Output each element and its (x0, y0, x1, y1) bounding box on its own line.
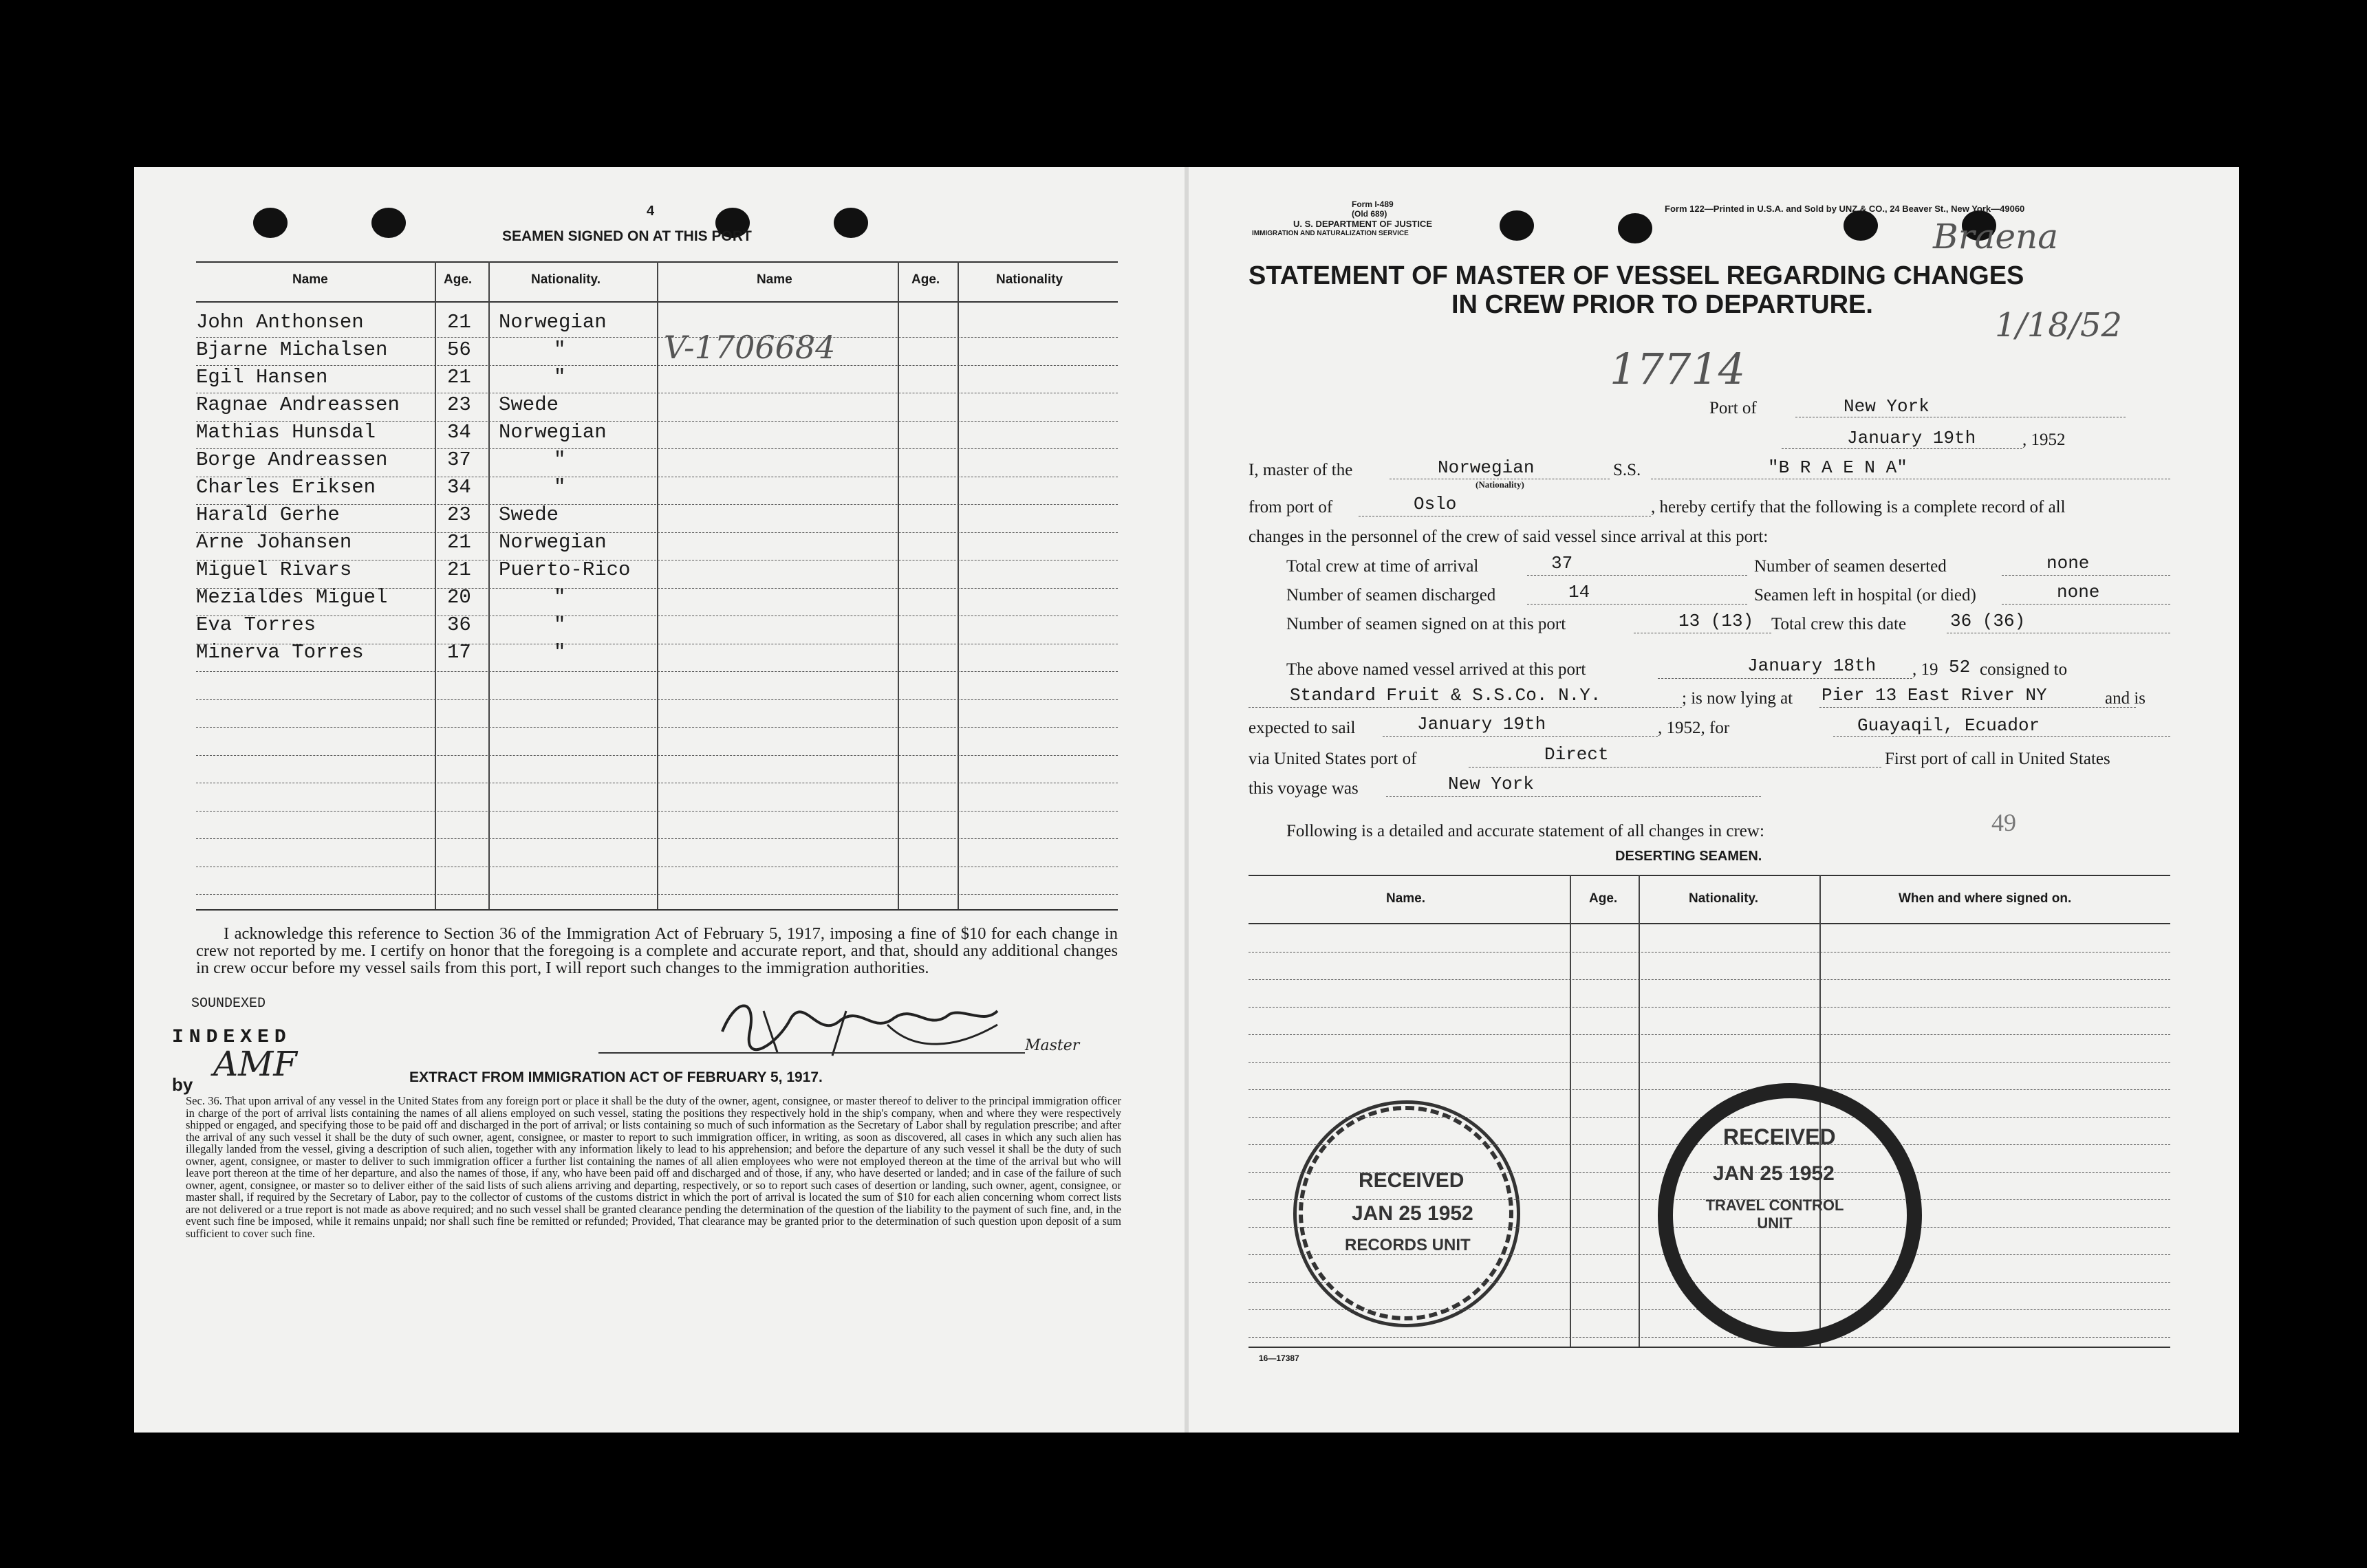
lying-at: Pier 13 East River NY (1822, 685, 2047, 706)
deserting-col-signed-on: When and where signed on. (1899, 891, 2072, 906)
crew-age: 23 (447, 393, 471, 416)
crew-name: Egil Hansen (196, 366, 328, 389)
col-divider (657, 261, 658, 909)
total-date-label: Total crew this date (1771, 615, 1907, 633)
vessel-name: "B R A E N A" (1768, 457, 1907, 478)
deserting-bottom-rule (1249, 1347, 2170, 1348)
row-rule (196, 504, 1118, 505)
crew-name: Charles Eriksen (196, 476, 376, 499)
crew-age: 21 (447, 531, 471, 554)
year-value: , 1952 (2022, 431, 2066, 449)
punch-hole (1844, 210, 1878, 241)
crew-age: 21 (447, 558, 471, 581)
destination-line (1833, 736, 2170, 737)
col-divider (435, 261, 436, 909)
row-rule (196, 532, 1118, 533)
changes-text: changes in the personnel of the crew of said vessel since arrival at this port: (1249, 527, 1769, 546)
first-port: New York (1448, 774, 1534, 794)
crew-age: 20 (447, 586, 471, 609)
crew-name: Miguel Rivars (196, 558, 352, 581)
lying-line (1819, 707, 2136, 708)
signature-line (598, 1052, 1025, 1054)
crew-nationality: " (554, 338, 566, 361)
sail-year: , 1952, for (1658, 719, 1730, 737)
crew-age: 56 (447, 338, 471, 361)
handwritten-date: 1/18/52 (1995, 306, 2123, 345)
handwritten-ship: Braena (1933, 217, 2059, 257)
row-rule (196, 337, 1118, 338)
arrived-year-prefix: , 19 (1912, 660, 1938, 679)
acknowledgement-text: I acknowledge this reference to Section 36 of the Immigration Act of February 5, 1917, imposing a fine of $10 for each change in crew not reported by me. I certify on honor that the foregoing is a complete and accurate report, and that, should any additional changes in crew occur before my vessel sails from this port, I will report such changes to the immigration authorities. (196, 924, 1118, 977)
crew-nationality: " (554, 586, 566, 609)
handwritten-number: V-1706684 (664, 329, 836, 366)
records-stamp-received: RECEIVED (1359, 1169, 1464, 1192)
col-header-age: Age. (444, 272, 473, 287)
crew-age: 21 (447, 366, 471, 389)
row-rule (196, 727, 1118, 728)
via-label: via United States port of (1249, 750, 1417, 768)
row-rule (196, 448, 1118, 449)
col-header-name: Name (292, 272, 328, 287)
hospital-label: Seamen left in hospital (or died) (1754, 586, 1976, 605)
lying-label: ; is now lying at (1682, 689, 1793, 708)
form-number: Form I-489 (1352, 199, 1394, 209)
deserted-label: Number of seamen deserted (1754, 557, 1947, 576)
deserted-value: none (2046, 553, 2090, 574)
row-rule (1249, 1007, 2170, 1008)
row-rule (196, 811, 1118, 812)
row-rule (1249, 1089, 2170, 1090)
records-stamp-date: JAN 25 1952 (1352, 1202, 1473, 1225)
row-rule (196, 588, 1118, 589)
deserting-divider (1639, 875, 1640, 1347)
crew-nationality: Norwegian (499, 421, 607, 444)
travel-stamp-date: JAN 25 1952 (1713, 1162, 1835, 1185)
hospital-value: none (2057, 582, 2100, 602)
punch-hole (1500, 210, 1534, 241)
punch-hole (253, 208, 288, 238)
row-rule (196, 699, 1118, 700)
service: IMMIGRATION AND NATURALIZATION SERVICE (1252, 230, 1409, 237)
col-header-nationality-2: Nationality (996, 272, 1063, 287)
crew-name: Borge Andreassen (196, 448, 388, 471)
crew-nationality: Swede (499, 503, 559, 526)
date-line (1782, 448, 2022, 449)
col-divider (898, 261, 899, 909)
crew-age: 21 (447, 311, 471, 334)
consignee: Standard Fruit & S.S.Co. N.Y. (1290, 685, 1601, 706)
total-arrival-value: 37 (1551, 553, 1573, 574)
row-rule (196, 365, 1118, 366)
records-stamp-unit: RECORDS UNIT (1345, 1236, 1471, 1254)
printer-note: Form 122—Printed in U.S.A. and Sold by UNZ & CO., 24 Beaver St., New York—49060 (1665, 204, 2025, 214)
row-rule (196, 894, 1118, 895)
department: U. S. DEPARTMENT OF JUSTICE (1293, 219, 1432, 229)
deserting-col-name: Name. (1386, 891, 1426, 906)
consigned-label: consigned to (1980, 660, 2068, 679)
voyage-label: this voyage was (1249, 779, 1359, 798)
crew-name: Eva Torres (196, 613, 316, 636)
crew-nationality: " (554, 366, 566, 389)
extract-text: Sec. 36. That upon arrival of any vessel in the United States from any foreign port or place it shall be the duty of the owner, agent, consignee, or master thereof to deliver to the principal immigration officer in charge of the port of arrival lists containing the names of all aliens employed on such vessel, stating the positions they respectively hold in the ship's company, when and where they were respectively shipped or engaged, and specifying those to be paid off and discharged in the port of arrival; or lists containing so much of such information as the Secretary of Labor shall by regulation prescribe; and after the arrival of any such vessel it shall be the duty of such owner, agent, consignee, or master to report to such immigration officer, in writing, as soon as discovered, all cases in which any such alien has illegally landed from the vessel, giving a description of such alien, together with any information likely to lead to his apprehension; and before the departure of any such vessel it shall be the duty of such owner, agent, consignee, or master to deliver to such immigration officer a further list containing the names of all alien employees who were not employed thereon at the time of the arrival but who will leave port thereon at the time of her departure, and also the names of those, if any, who have been paid off and discharged and of those, if any, who have deserted or landed; and in case of the failure of such owner, agent, consignee, or master so to deliver either of the said lists of such aliens arriving and departing, respectively, or so to report such cases of desertion or landing, such owner, agent, consignee, or master shall, if required by the Secretary of Labor, pay to the collector of customs of the customs district in which the port of arrival is located the sum of $10 for each alien concerning whom correct lists are not delivered or a true report is not made as above required; and no such vessel shall be granted clearance pending the determination of the question of the liability to the payment of such fine, and, in the event such fine be imposed, while it remains unpaid; nor shall such fine be remitted or refunded; Provided, That clearance may be granted prior to the determination of such question upon deposit of a sum sufficient to cover such fine. (186, 1094, 1121, 1240)
destination: Guayaqil, Ecuador (1857, 715, 2040, 736)
punch-hole (834, 208, 868, 238)
voyage-line (1386, 796, 1761, 797)
crew-age: 23 (447, 503, 471, 526)
page-number: 4 (647, 204, 655, 219)
signed-on-value: 13 (13) (1678, 611, 1754, 631)
row-rule (196, 421, 1118, 422)
arrived-date: January 18th (1747, 655, 1877, 676)
deserted-line (2002, 575, 2170, 576)
handwritten-number-right: 17714 (1610, 344, 1746, 394)
discharged-line (1527, 604, 1747, 605)
crew-name: John Anthonsen (196, 311, 364, 334)
deserting-title: DESERTING SEAMEN. (1615, 849, 1762, 864)
footer-code: 16—17387 (1259, 1353, 1299, 1363)
col-divider (488, 261, 490, 909)
discharged-value: 14 (1568, 582, 1590, 602)
master-of-label: I, master of the (1249, 461, 1353, 479)
col-header-age-2: Age. (911, 272, 940, 287)
crew-name: Minerva Torres (196, 641, 364, 664)
table-bottom-rule (196, 909, 1118, 911)
discharged-label: Number of seamen discharged (1286, 586, 1496, 605)
hospital-line (2002, 604, 2170, 605)
crew-nationality: Puerto-Rico (499, 558, 631, 581)
punch-hole (371, 208, 406, 238)
form-title-line2: IN CREW PRIOR TO DEPARTURE. (1451, 290, 1873, 319)
sail-label: expected to sail (1249, 719, 1356, 737)
signed-on-label: Number of seamen signed on at this port (1286, 615, 1566, 633)
port-label: Port of (1709, 399, 1757, 417)
crew-age: 36 (447, 613, 471, 636)
travel-stamp-received: RECEIVED (1723, 1124, 1836, 1149)
master-label: Master (1025, 1037, 1080, 1054)
row-rule (1249, 1337, 2170, 1338)
deserting-top-rule (1249, 875, 2170, 876)
total-date-value: 36 (36) (1950, 611, 2026, 631)
crew-nationality: " (554, 613, 566, 636)
col-divider (958, 261, 959, 909)
deserting-col-nationality: Nationality. (1689, 891, 1758, 906)
crew-age: 37 (447, 448, 471, 471)
travel-stamp-unit: TRAVEL CONTROL UNIT (1705, 1197, 1844, 1232)
crew-age: 34 (447, 476, 471, 499)
from-port-value: Oslo (1414, 494, 1457, 514)
crew-nationality: Norwegian (499, 531, 607, 554)
crew-age: 34 (447, 421, 471, 444)
crew-nationality: " (554, 641, 566, 664)
arrived-label: The above named vessel arrived at this port (1286, 660, 1586, 679)
extract-title: EXTRACT FROM IMMIGRATION ACT OF FEBRUARY 5, 1917. (409, 1069, 823, 1085)
row-rule (196, 838, 1118, 839)
following-label: Following is a detailed and accurate statement of all changes in crew: (1286, 822, 1764, 840)
crew-age: 17 (447, 641, 471, 664)
indexed-initials: AMF (213, 1044, 297, 1084)
sail-line (1383, 736, 1658, 737)
port-value: New York (1844, 396, 1930, 417)
page-fold (1185, 167, 1189, 1433)
total-arrival-label: Total crew at time of arrival (1286, 557, 1479, 576)
form-title-line1: STATEMENT OF MASTER OF VESSEL REGARDING CHANGES (1249, 261, 2024, 290)
form-old-number: (Old 689) (1352, 209, 1387, 219)
crew-name: Bjarne Michalsen (196, 338, 388, 361)
vessel-nationality: Norwegian (1438, 457, 1535, 478)
crew-nationality: Swede (499, 393, 559, 416)
crew-nationality: " (554, 476, 566, 499)
row-rule (1249, 1062, 2170, 1063)
col-header-name-2: Name (757, 272, 792, 287)
consignee-line (1249, 707, 1682, 708)
crew-nationality: Norwegian (499, 311, 607, 334)
ss-label: S.S. (1613, 461, 1641, 479)
row-rule (1249, 979, 2170, 980)
crew-name: Mezialdes Miguel (196, 586, 388, 609)
crew-name: Mathias Hunsdal (196, 421, 376, 444)
master-signature (709, 983, 1011, 1066)
soundexed-stamp: SOUNDEXED (191, 996, 266, 1012)
deserting-divider (1570, 875, 1571, 1347)
from-port-label: from port of (1249, 498, 1333, 516)
section-title: SEAMEN SIGNED ON AT THIS PORT (502, 228, 752, 244)
deserting-col-age: Age. (1589, 891, 1618, 906)
nationality-caption: (Nationality) (1476, 479, 1524, 490)
crew-name: Harald Gerhe (196, 503, 340, 526)
indexed-by-label: by (172, 1074, 193, 1095)
sail-date: January 19th (1417, 714, 1546, 734)
crew-nationality: " (554, 448, 566, 471)
handwritten-49: 49 (1991, 809, 2016, 836)
indexed-stamp: INDEXED (172, 1027, 292, 1048)
col-header-nationality: Nationality. (531, 272, 601, 287)
arrived-year: 52 (1949, 657, 1971, 677)
row-rule (196, 671, 1118, 672)
row-rule (1249, 1034, 2170, 1035)
total-arrival-line (1527, 575, 1747, 576)
crew-name: Arne Johansen (196, 531, 352, 554)
crew-name: Ragnae Andreassen (196, 393, 400, 416)
deserting-header-rule (1249, 923, 2170, 924)
date-value: January 19th (1847, 428, 1976, 448)
punch-hole (1618, 213, 1652, 243)
via-port: Direct (1544, 744, 1609, 765)
certify-text: , hereby certify that the following is a complete record of all (1651, 498, 2066, 516)
and-is: and is (2105, 689, 2146, 708)
first-port-label: First port of call in United States (1885, 750, 2110, 768)
arrived-line (1658, 678, 1912, 679)
row-rule (196, 755, 1118, 756)
